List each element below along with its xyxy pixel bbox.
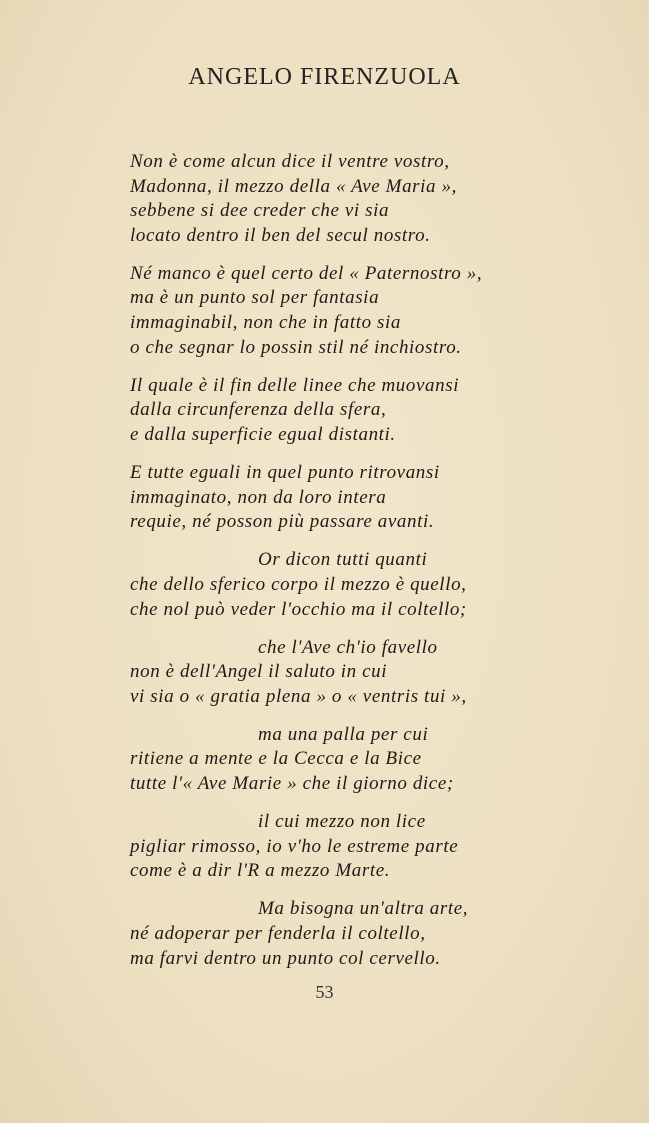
stanza — [130, 636, 530, 710]
poem-line: Madonna, il mezzo della « Ave Maria », — [130, 175, 457, 197]
poem-line: tutte l'« Ave Marie » che il giorno dice; — [130, 773, 454, 795]
poem-line: che dello sferico corpo il mezzo è quello, — [130, 573, 467, 595]
poem-line: non è dell'Angel il saluto in cui — [130, 661, 388, 683]
poem-line: E tutte eguali in quel punto ritrovansi — [130, 462, 440, 484]
stanza — [130, 723, 530, 797]
poem — [130, 150, 530, 985]
poem-line: pigliar rimosso, io v'ho le estreme parte — [130, 835, 459, 857]
poem-line: ma farvi dentro un punto col cervello. — [130, 947, 441, 969]
stanza — [130, 897, 530, 971]
poem-line: e dalla superficie egual distanti. — [130, 423, 396, 445]
poem-line: o che segnar lo possin stil né inchiostro. — [130, 336, 462, 358]
stanza — [130, 262, 530, 360]
poem-line: Il quale è il fin delle linee che muovansi — [130, 374, 460, 396]
poem-line: immaginato, non da loro intera — [130, 486, 387, 508]
stanza — [130, 150, 530, 248]
poem-line: dalla circunferenza della sfera, — [130, 399, 387, 421]
poem-line: immaginabil, non che in fatto sia — [130, 312, 402, 334]
poem-line: locato dentro il ben del secul nostro. — [130, 224, 431, 246]
page-number: 53 — [315, 982, 334, 1002]
poem-line: ma è un punto sol per fantasia — [130, 287, 380, 309]
stanza — [130, 461, 530, 535]
poem-line: Ma bisogna un'altra arte, — [258, 898, 469, 920]
poem-line: Non è come alcun dice il ventre vostro, — [130, 151, 450, 172]
page-header-title: ANGELO FIRENZUOLA — [188, 64, 461, 90]
poem-line: ma una palla per cui — [258, 723, 429, 745]
poem-line: requie, né posson più passare avanti. — [130, 511, 435, 533]
poem-line: vi sia o « gratia plena » o « ventris tui », — [130, 685, 467, 707]
poem-line: Or dicon tutti quanti — [258, 549, 428, 571]
poem-line: che l'Ave ch'io favello — [258, 636, 438, 658]
poem-line: ritiene a mente e la Cecca e la Bice — [130, 748, 422, 770]
stanza — [130, 548, 530, 622]
poem-line: Né manco è quel certo del « Paternostro », — [130, 262, 483, 284]
poem-line: che nol può veder l'occhio ma il coltello; — [130, 598, 467, 620]
poem-line: né adoperar per fenderla il coltello, — [130, 923, 426, 945]
poem-line: come è a dir l'R a mezzo Marte. — [130, 860, 391, 882]
poem-line: il cui mezzo non lice — [258, 811, 426, 833]
stanza — [130, 810, 530, 884]
poem-line: sebbene si dee creder che vi sia — [130, 200, 390, 222]
stanza — [130, 374, 530, 448]
